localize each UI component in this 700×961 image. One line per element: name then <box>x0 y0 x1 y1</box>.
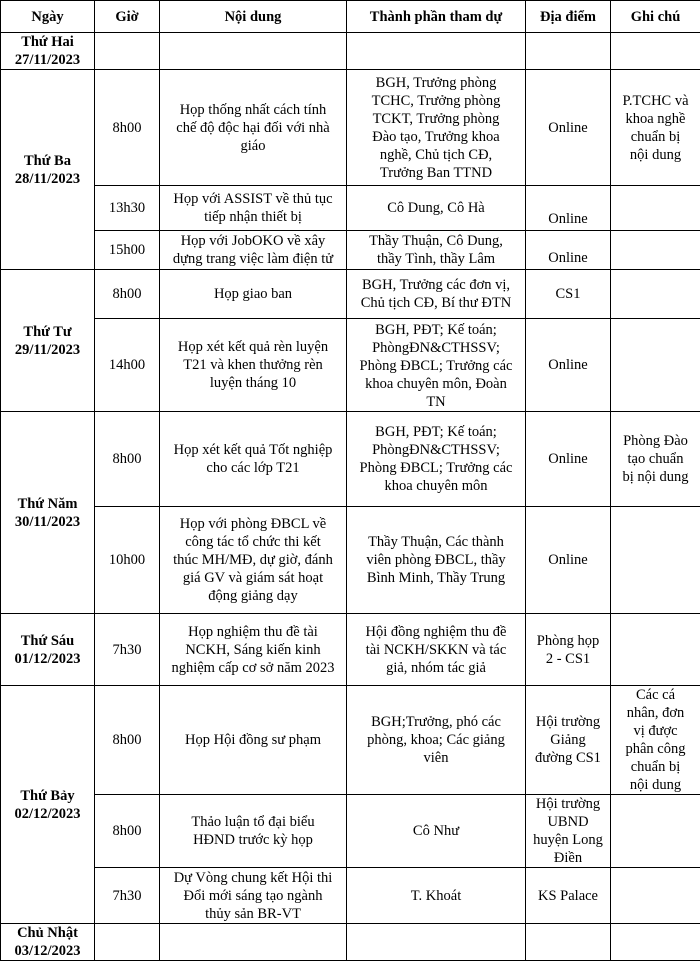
day-sunday: Chủ Nhật 03/12/2023 <box>1 924 95 961</box>
time-cell: 10h00 <box>95 507 160 614</box>
header-day: Ngày <box>1 1 95 33</box>
content-cell: Thảo luận tổ đại biểu HĐND trước kỳ họp <box>160 795 347 868</box>
time-cell: 14h00 <box>95 319 160 412</box>
content-cell <box>160 924 347 961</box>
note-cell: Các cá nhân, đơn vị được phân công chuẩn bị nội dung <box>611 686 700 795</box>
header-content: Nội dung <box>160 1 347 33</box>
content-cell: Họp với phòng ĐBCL về công tác tổ chức thi kết thúc MH/MĐ, dự giờ, đánh giá GV và giám sát hoạt động giảng dạy <box>160 507 347 614</box>
content-cell: Họp Hội đồng sư phạm <box>160 686 347 795</box>
attendees-cell <box>347 33 526 70</box>
time-cell: 8h00 <box>95 270 160 319</box>
time-cell: 8h00 <box>95 686 160 795</box>
day-wednesday: Thứ Tư 29/11/2023 <box>1 270 95 412</box>
content-cell: Họp giao ban <box>160 270 347 319</box>
table-row <box>1 412 700 507</box>
attendees-cell <box>347 924 526 961</box>
time-cell: 15h00 <box>95 231 160 270</box>
day-monday: Thứ Hai 27/11/2023 <box>1 33 95 70</box>
time-cell: 7h30 <box>95 614 160 686</box>
note-cell <box>611 614 700 686</box>
location-cell: Online <box>526 186 611 231</box>
day-thursday: Thứ Năm 30/11/2023 <box>1 412 95 614</box>
attendees-cell: Hội đồng nghiệm thu đề tài NCKH/SKKN và tác giả, nhóm tác giả <box>347 614 526 686</box>
content-cell: Họp nghiệm thu đề tài NCKH, Sáng kiến kinh nghiệm cấp cơ sở năm 2023 <box>160 614 347 686</box>
time-cell: 8h00 <box>95 412 160 507</box>
location-cell: Phòng họp 2 - CS1 <box>526 614 611 686</box>
note-cell <box>611 924 700 961</box>
content-cell: Họp xét kết quả rèn luyện T21 và khen thưởng rèn luyện tháng 10 <box>160 319 347 412</box>
attendees-cell: BGH, Trưởng các đơn vị, Chủ tịch CĐ, Bí thư ĐTN <box>347 270 526 319</box>
table-row <box>1 186 700 231</box>
table-row <box>1 868 700 924</box>
header-row <box>1 1 700 33</box>
note-cell <box>611 186 700 231</box>
attendees-cell: BGH;Trưởng, phó các phòng, khoa; Các giảng viên <box>347 686 526 795</box>
location-cell <box>526 33 611 70</box>
location-cell: CS1 <box>526 270 611 319</box>
note-cell <box>611 507 700 614</box>
table-row <box>1 319 700 412</box>
table-row <box>1 795 700 868</box>
time-cell <box>95 33 160 70</box>
location-cell: Online <box>526 412 611 507</box>
time-cell: 13h30 <box>95 186 160 231</box>
table-row <box>1 924 700 961</box>
location-cell: Hội trường UBND huyện Long Điền <box>526 795 611 868</box>
content-cell: Họp với ASSIST về thủ tục tiếp nhận thiết bị <box>160 186 347 231</box>
time-cell: 8h00 <box>95 795 160 868</box>
day-saturday: Thứ Bảy 02/12/2023 <box>1 686 95 924</box>
time-cell <box>95 924 160 961</box>
attendees-cell: Cô Như <box>347 795 526 868</box>
location-cell: Online <box>526 70 611 186</box>
location-cell <box>526 924 611 961</box>
note-cell <box>611 868 700 924</box>
table-row <box>1 507 700 614</box>
day-friday: Thứ Sáu 01/12/2023 <box>1 614 95 686</box>
table-row <box>1 231 700 270</box>
attendees-cell: BGH, PĐT; Kế toán; PhòngĐN&CTHSSV; Phòng ĐBCL; Trưởng các khoa chuyên môn <box>347 412 526 507</box>
content-cell: Họp thống nhất cách tính chế độ độc hại đối với nhà giáo <box>160 70 347 186</box>
header-location: Địa điểm <box>526 1 611 33</box>
location-cell: Online <box>526 507 611 614</box>
attendees-cell: BGH, PĐT; Kế toán; PhòngĐN&CTHSSV; Phòng ĐBCL; Trưởng các khoa chuyên môn, Đoàn TN <box>347 319 526 412</box>
attendees-cell: Cô Dung, Cô Hà <box>347 186 526 231</box>
location-cell: Online <box>526 319 611 412</box>
header-time: Giờ <box>95 1 160 33</box>
note-cell <box>611 231 700 270</box>
content-cell: Dự Vòng chung kết Hội thi Đổi mới sáng tạo ngành thủy sản BR-VT <box>160 868 347 924</box>
content-cell: Họp với JobOKO về xây dựng trang việc làm điện tử <box>160 231 347 270</box>
location-cell: KS Palace <box>526 868 611 924</box>
note-cell <box>611 270 700 319</box>
content-cell: Họp xét kết quả Tốt nghiệp cho các lớp T21 <box>160 412 347 507</box>
table-row <box>1 33 700 70</box>
table-row <box>1 70 700 186</box>
time-cell: 8h00 <box>95 70 160 186</box>
location-cell: Hội trường Giảng đường CS1 <box>526 686 611 795</box>
table-row <box>1 686 700 795</box>
table-row <box>1 270 700 319</box>
time-cell: 7h30 <box>95 868 160 924</box>
attendees-cell: Thầy Thuận, Cô Dung, thầy Tình, thầy Lâm <box>347 231 526 270</box>
header-attendees: Thành phần tham dự <box>347 1 526 33</box>
note-cell: P.TCHC và khoa nghề chuẩn bị nội dung <box>611 70 700 186</box>
attendees-cell: T. Khoát <box>347 868 526 924</box>
note-cell <box>611 319 700 412</box>
note-cell: Phòng Đào tạo chuẩn bị nội dung <box>611 412 700 507</box>
day-tuesday: Thứ Ba 28/11/2023 <box>1 70 95 270</box>
note-cell <box>611 33 700 70</box>
content-cell <box>160 33 347 70</box>
note-cell <box>611 795 700 868</box>
attendees-cell: Thầy Thuận, Các thành viên phòng ĐBCL, thầy Bình Minh, Thầy Trung <box>347 507 526 614</box>
header-note: Ghi chú <box>611 1 700 33</box>
table-row <box>1 614 700 686</box>
location-cell: Online <box>526 231 611 270</box>
attendees-cell: BGH, Trưởng phòng TCHC, Trưởng phòng TCKT, Trưởng phòng Đào tạo, Trưởng khoa nghề, Chủ tịch CĐ, Trưởng Ban TTND <box>347 70 526 186</box>
